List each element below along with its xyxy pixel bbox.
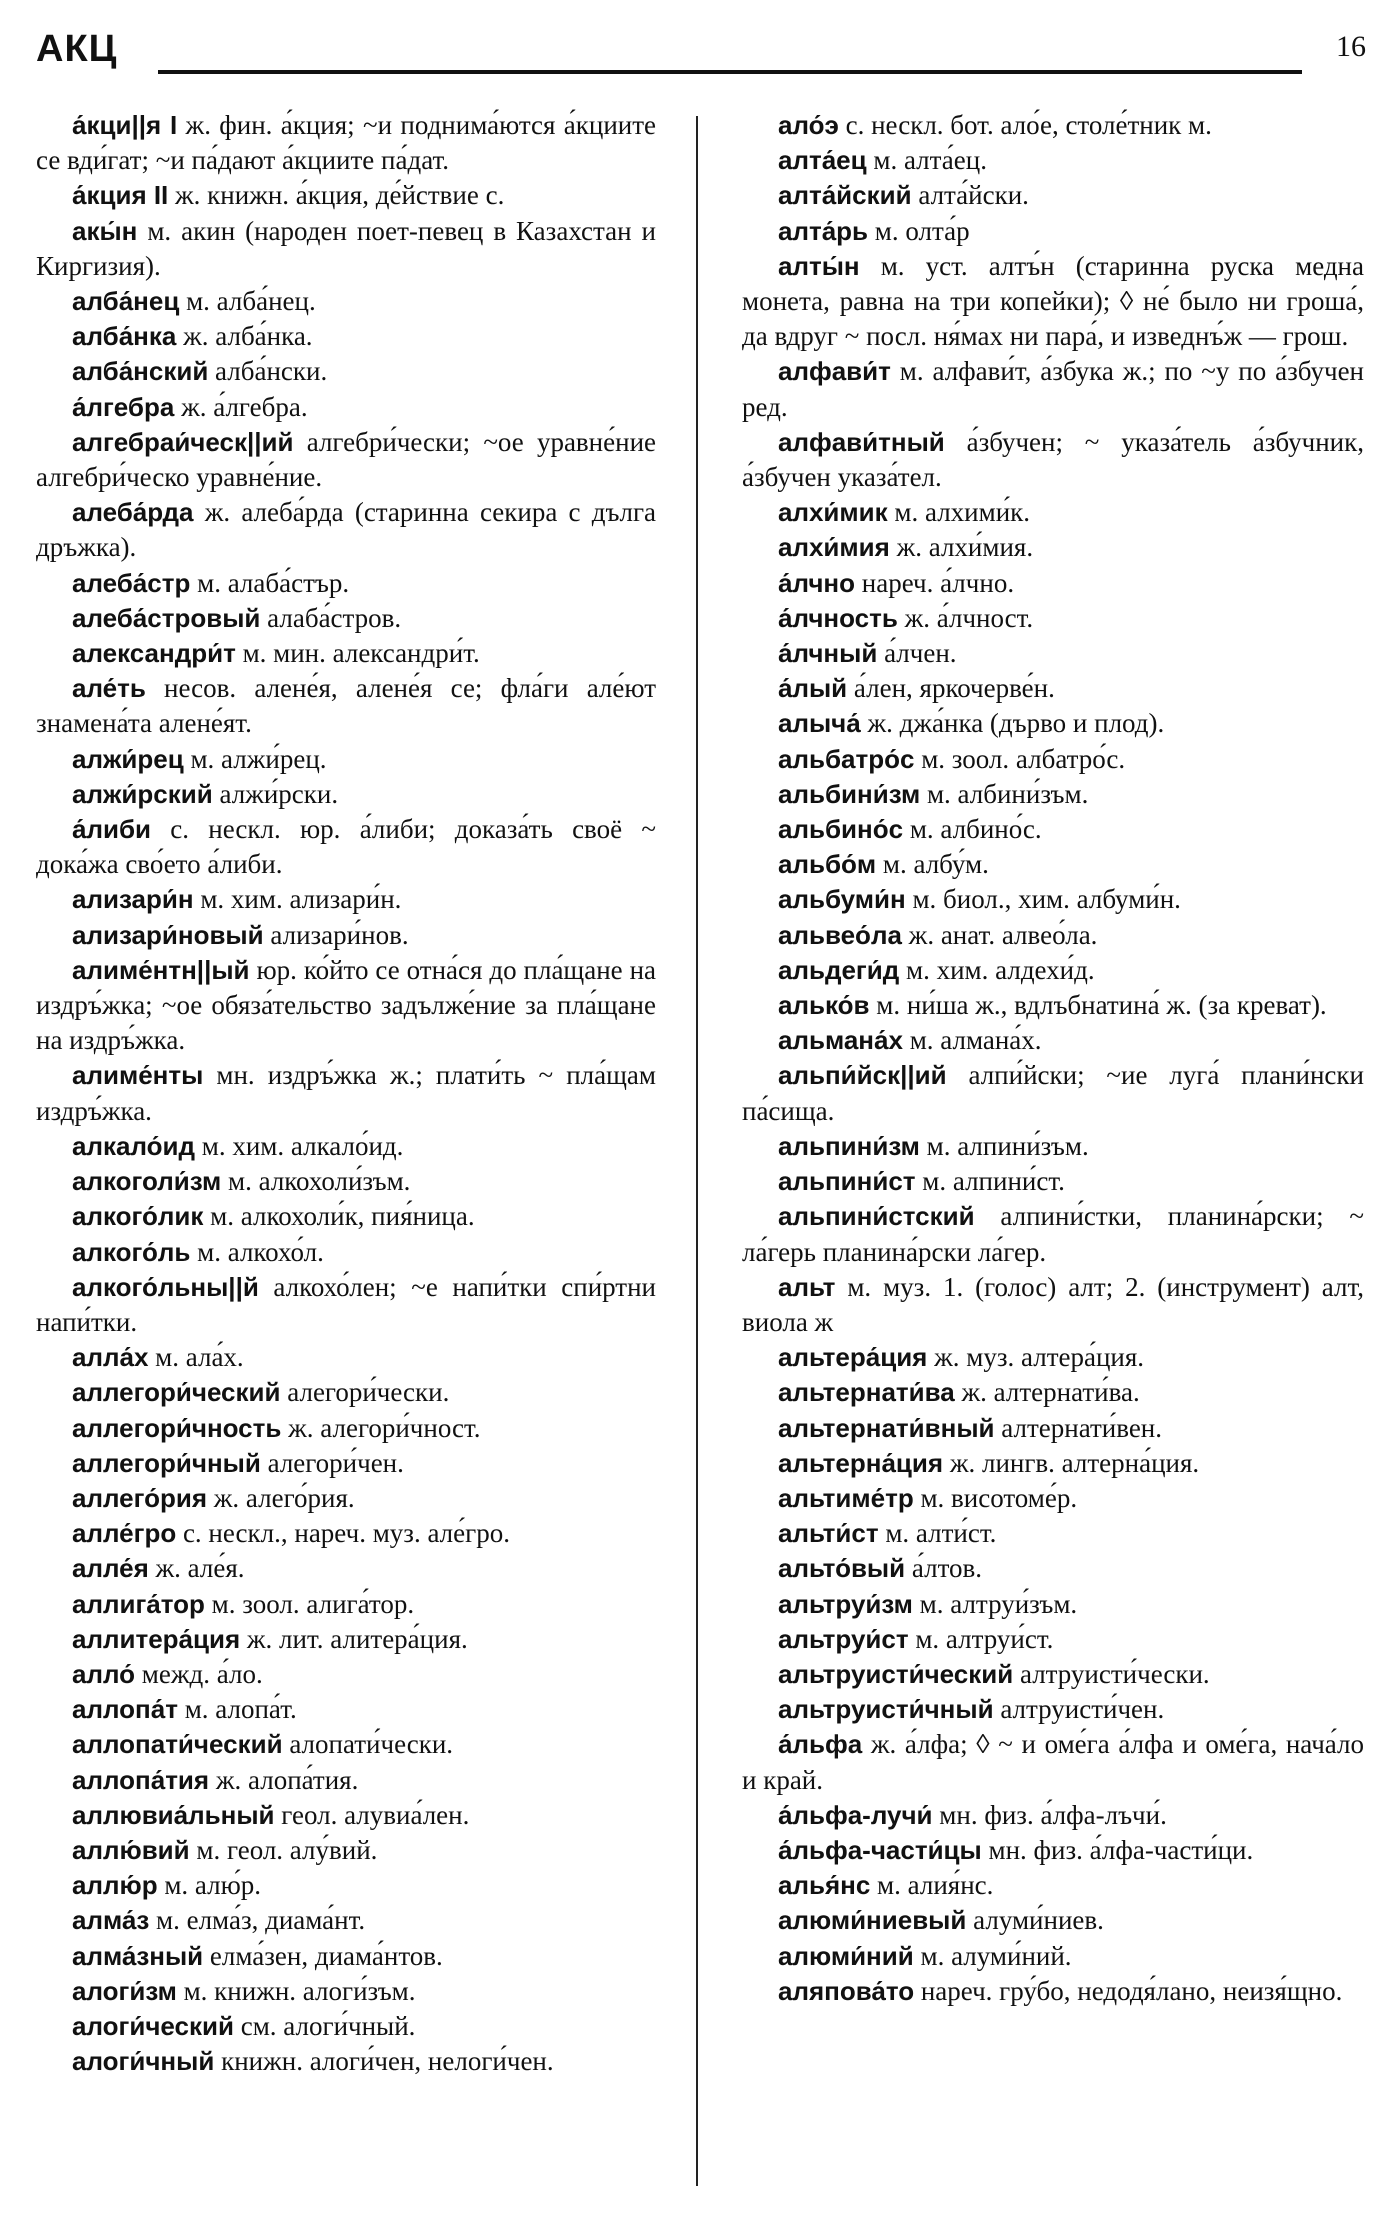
entry-definition: нареч. гру́бо, недодя́лано, неизя́щно. bbox=[914, 1975, 1343, 2006]
entry-headword: алкого́лик bbox=[72, 1201, 204, 1232]
dictionary-entry bbox=[742, 706, 1364, 741]
entry-headword: алгебраи́ческ||ий bbox=[72, 426, 294, 457]
entry-definition: м. алжи́рец. bbox=[183, 743, 327, 774]
entry-headword: альтруи́ст bbox=[778, 1623, 909, 1654]
dictionary-entry bbox=[742, 1903, 1364, 1938]
entry-definition: ж. алба́нка. bbox=[176, 321, 313, 352]
header-rule bbox=[158, 70, 1302, 74]
dictionary-entry bbox=[36, 1868, 656, 1903]
entry-definition: ж. джа́нка (дърво и плод). bbox=[860, 708, 1165, 739]
entry-headword: аляпова́то bbox=[778, 1975, 915, 2006]
entry-definition: алтернати́вен. bbox=[994, 1412, 1162, 1443]
entry-headword: алхи́мик bbox=[778, 497, 888, 528]
dictionary-entry bbox=[742, 143, 1364, 178]
entry-headword: алиме́нтн||ый bbox=[72, 954, 250, 985]
entry-headword: алма́з bbox=[72, 1905, 150, 1936]
entry-definition: мн. физ. а́лфа-части́ци. bbox=[981, 1834, 1254, 1865]
dictionary-entry bbox=[36, 390, 656, 425]
entry-headword: альтруисти́ческий bbox=[778, 1658, 1014, 1689]
entry-definition: м. алпини́ст. bbox=[915, 1166, 1065, 1197]
entry-definition: алпи́йски; ~ие луга́ плани́нски па́сища. bbox=[742, 1060, 1364, 1126]
dictionary-entry bbox=[36, 777, 656, 812]
entry-headword: аллю́р bbox=[72, 1870, 158, 1901]
entry-headword: альтруи́зм bbox=[778, 1588, 913, 1619]
entry-definition: мн. физ. а́лфа-лъчи́. bbox=[932, 1799, 1167, 1830]
left-column bbox=[36, 108, 656, 2079]
entry-headword: а́лчный bbox=[778, 638, 878, 669]
entry-headword: аллего́рия bbox=[72, 1482, 208, 1513]
dictionary-entry bbox=[742, 1199, 1364, 1269]
entry-definition: м. алопа́т. bbox=[177, 1694, 297, 1725]
entry-definition: м. алю́р. bbox=[157, 1870, 262, 1901]
entry-definition: геол. алувиа́лен. bbox=[274, 1799, 470, 1830]
entry-headword: альбино́с bbox=[778, 814, 904, 845]
dictionary-entry bbox=[36, 1903, 656, 1938]
dictionary-entry bbox=[36, 1446, 656, 1481]
entry-headword: алеба́стр bbox=[72, 567, 191, 598]
dictionary-entry bbox=[36, 742, 656, 777]
dictionary-entry bbox=[742, 1058, 1364, 1128]
entry-definition: м. зоол. алига́тор. bbox=[204, 1588, 415, 1619]
entry-headword: аллювиа́льный bbox=[72, 1799, 275, 1830]
dictionary-entry bbox=[742, 1446, 1364, 1481]
dictionary-entry bbox=[36, 1270, 656, 1340]
page-number: 16 bbox=[1336, 30, 1366, 63]
entry-headword: альбуми́н bbox=[778, 884, 906, 915]
entry-definition: м. алмана́х. bbox=[902, 1025, 1042, 1056]
entry-headword: алле́я bbox=[72, 1553, 149, 1584]
entry-headword: алько́в bbox=[778, 990, 870, 1021]
entry-headword: алба́нский bbox=[72, 356, 209, 387]
dictionary-entry bbox=[742, 1657, 1364, 1692]
entry-definition: елма́зен, диама́нтов. bbox=[203, 1940, 443, 1971]
entry-headword: алло́ bbox=[72, 1658, 136, 1689]
entry-definition: ализари́нов. bbox=[263, 919, 409, 950]
dictionary-entry bbox=[742, 953, 1364, 988]
entry-headword: алты́н bbox=[778, 250, 860, 281]
entry-headword: а́лгебра bbox=[72, 391, 175, 422]
entry-headword: альпини́ст bbox=[778, 1166, 916, 1197]
dictionary-entry bbox=[36, 1340, 656, 1375]
entry-definition: м. акин (народен поет-певец в Казахстан и Киргизия). bbox=[36, 215, 656, 281]
entry-headword: алба́нец bbox=[72, 286, 180, 317]
dictionary-entry bbox=[742, 214, 1364, 249]
entry-headword: алхи́мия bbox=[778, 532, 890, 563]
entry-headword: аллитера́ция bbox=[72, 1623, 241, 1654]
entry-headword: альмана́х bbox=[778, 1025, 903, 1056]
entry-definition: м. муз. 1. (голос) алт; 2. (инструмент) алт, виола ж bbox=[742, 1271, 1364, 1337]
entry-definition: м. уст. алтъ́н (старинна руска медна монета, равна на три копейки); ◊ не́ было ни гроша́, да вдруг ~ посл. ня́мах ни пара́, и изведнъ́ж — грош. bbox=[742, 250, 1364, 352]
entry-headword: алкоголи́зм bbox=[72, 1166, 222, 1197]
entry-headword: алта́йский bbox=[778, 180, 912, 211]
dictionary-entry bbox=[742, 178, 1364, 213]
dictionary-entry bbox=[742, 1622, 1364, 1657]
entry-headword: алла́х bbox=[72, 1342, 149, 1373]
dictionary-entry bbox=[36, 178, 656, 213]
entry-definition: с. нескл. бот. ало́е, столе́тник м. bbox=[838, 110, 1212, 140]
entry-headword: алья́нс bbox=[778, 1870, 871, 1901]
entry-definition: юр. ко́йто се отна́ся до пла́щане на издръ́жка; ~ое обяза́тельство задълже́ние за пла́щане на издръ́жка. bbox=[36, 954, 656, 1056]
entry-headword: алжи́рский bbox=[72, 778, 213, 809]
entry-definition: алгебри́чески; ~ое уравне́ние алгебри́ческо уравне́ние. bbox=[36, 426, 656, 493]
dictionary-entry bbox=[742, 1516, 1364, 1551]
entry-definition: м. алба́нец. bbox=[179, 286, 316, 317]
entry-definition: ж. але́я. bbox=[148, 1553, 245, 1584]
entry-definition: м. алта́ец. bbox=[866, 145, 987, 176]
dictionary-entry bbox=[742, 1551, 1364, 1586]
entry-definition: м. хим. алкало́ид. bbox=[195, 1130, 404, 1161]
dictionary-entry bbox=[36, 953, 656, 1059]
entry-headword: альбо́м bbox=[778, 849, 877, 880]
entry-headword: алоги́ческий bbox=[72, 2010, 234, 2041]
entry-definition: с. нескл. юр. а́либи; доказа́ть своё ~ дока́жа сво́ето а́либи. bbox=[36, 814, 656, 880]
dictionary-entry bbox=[742, 1727, 1364, 1797]
entry-definition: м. алкохоли́зъм. bbox=[221, 1166, 411, 1197]
entry-definition: ж. лингв. алтерна́ция. bbox=[943, 1447, 1200, 1478]
dictionary-entry bbox=[742, 425, 1364, 495]
entry-definition: м. алтруи́зъм. bbox=[912, 1588, 1078, 1619]
entry-definition: м. албу́м. bbox=[876, 849, 989, 880]
entry-headword: альтруисти́чный bbox=[778, 1694, 994, 1725]
dictionary-entry bbox=[36, 495, 656, 565]
entry-definition: алегори́чески. bbox=[280, 1377, 450, 1408]
entry-definition: ж. муз. алтера́ция. bbox=[927, 1342, 1145, 1373]
entry-definition: м. алаба́стър. bbox=[190, 567, 350, 598]
dictionary-entry bbox=[36, 1516, 656, 1551]
entry-definition: а́збучен; ~ указа́тель а́збучник, а́збучен указа́тел. bbox=[742, 426, 1364, 493]
entry-headword: а́льфа bbox=[778, 1729, 863, 1760]
entry-definition: межд. а́ло. bbox=[135, 1658, 263, 1689]
entry-headword: алкало́ид bbox=[72, 1130, 195, 1161]
entry-definition: м. алия́нс. bbox=[870, 1870, 994, 1901]
entry-headword: а́лый bbox=[778, 673, 848, 704]
dictionary-entry bbox=[36, 636, 656, 671]
dictionary-entry bbox=[36, 1763, 656, 1798]
dictionary-entry bbox=[36, 2044, 656, 2079]
entry-definition: м. албини́зъм. bbox=[920, 778, 1089, 809]
dictionary-entry bbox=[36, 1833, 656, 1868]
entry-definition: м. геол. алу́вий. bbox=[189, 1834, 378, 1865]
entry-definition: м. олта́р bbox=[868, 215, 970, 246]
dictionary-entry bbox=[36, 354, 656, 389]
entry-definition: м. алкохоли́к, пия́ница. bbox=[203, 1201, 475, 1232]
entry-headword: аллопати́ческий bbox=[72, 1729, 283, 1760]
entry-definition: алуми́ниев. bbox=[966, 1905, 1104, 1936]
dictionary-entry bbox=[742, 742, 1364, 777]
dictionary-entry bbox=[742, 1129, 1364, 1164]
entry-headword: альбатро́с bbox=[778, 743, 915, 774]
entry-definition: а́лен, яркочерве́н. bbox=[847, 673, 1055, 704]
entry-definition: алтруисти́чески. bbox=[1013, 1658, 1210, 1689]
dictionary-entry bbox=[742, 918, 1364, 953]
dictionary-entry bbox=[742, 1868, 1364, 1903]
running-headword: АКЦ bbox=[36, 28, 118, 70]
dictionary-entry bbox=[36, 1058, 656, 1128]
entry-definition: м. алтруи́ст. bbox=[908, 1623, 1054, 1654]
entry-definition: ж. алеба́рда (старинна секира с дълга дръжка). bbox=[36, 497, 656, 563]
entry-definition: алба́нски. bbox=[208, 356, 328, 387]
entry-definition: ж. алтернати́ва. bbox=[954, 1377, 1140, 1408]
dictionary-entry bbox=[36, 1692, 656, 1727]
entry-headword: алма́зный bbox=[72, 1940, 204, 1971]
dictionary-entry bbox=[742, 1974, 1364, 2009]
entry-headword: алта́рь bbox=[778, 215, 869, 246]
dictionary-entry bbox=[742, 108, 1364, 143]
dictionary-entry bbox=[36, 1235, 656, 1270]
dictionary-entry bbox=[36, 425, 656, 495]
entry-definition: книжн. алоги́чен, нелоги́чен. bbox=[214, 2046, 554, 2077]
entry-definition: ж. алегори́чност. bbox=[281, 1412, 481, 1443]
entry-definition: м. хим. алдехи́д. bbox=[899, 954, 1095, 985]
entry-headword: альпи́йск||ий bbox=[778, 1060, 947, 1091]
right-column bbox=[742, 108, 1364, 2009]
entry-headword: альпини́зм bbox=[778, 1130, 920, 1161]
entry-definition: а́лчен. bbox=[877, 638, 957, 669]
entry-definition: ж. алхи́мия. bbox=[889, 532, 1034, 563]
entry-headword: алфави́тный bbox=[778, 426, 945, 457]
entry-definition: м. висотоме́р. bbox=[913, 1482, 1078, 1513]
dictionary-entry bbox=[36, 1974, 656, 2009]
entry-definition: несов. алене́я, алене́я се; фла́ги але́ют знамена́та алене́ят. bbox=[36, 673, 656, 739]
entry-headword: альт bbox=[778, 1271, 836, 1302]
dictionary-entry bbox=[742, 566, 1364, 601]
dictionary-entry bbox=[36, 671, 656, 741]
entry-headword: а́кци||я I bbox=[72, 110, 178, 140]
entry-definition: м. алпини́зъм. bbox=[919, 1130, 1089, 1161]
dictionary-entry bbox=[36, 1551, 656, 1586]
page-header bbox=[36, 28, 1366, 76]
dictionary-entry bbox=[36, 1375, 656, 1410]
entry-headword: альтиме́тр bbox=[778, 1482, 914, 1513]
entry-headword: аллопа́т bbox=[72, 1694, 178, 1725]
dictionary-entry bbox=[36, 1727, 656, 1762]
entry-headword: алфави́т bbox=[778, 356, 891, 387]
entry-definition: м. алти́ст. bbox=[878, 1518, 997, 1549]
dictionary-entry bbox=[742, 1481, 1364, 1516]
entry-headword: алыча́ bbox=[778, 708, 861, 739]
entry-definition: м. хим. ализари́н. bbox=[193, 884, 402, 915]
entry-headword: ализари́н bbox=[72, 884, 194, 915]
entry-headword: аллю́вий bbox=[72, 1834, 190, 1865]
dictionary-entry bbox=[742, 636, 1364, 671]
entry-headword: алоги́зм bbox=[72, 1975, 177, 2006]
dictionary-entry bbox=[742, 812, 1364, 847]
dictionary-entry bbox=[742, 495, 1364, 530]
entry-headword: аллегори́чный bbox=[72, 1447, 261, 1478]
entry-definition: ж. фин. а́кция; ~и поднима́ются а́кциите се вди́гат; ~и па́дают а́кциите па́дат. bbox=[36, 110, 657, 176]
entry-headword: а́кция II bbox=[72, 180, 169, 211]
entry-definition: ж. а́лгебра. bbox=[174, 391, 308, 422]
dictionary-entry bbox=[742, 530, 1364, 565]
entry-headword: альти́ст bbox=[778, 1518, 879, 1549]
entry-definition: алта́йски. bbox=[911, 180, 1029, 211]
dictionary-entry bbox=[742, 1023, 1364, 1058]
dictionary-entry bbox=[742, 988, 1364, 1023]
entry-definition: м. алкохо́л. bbox=[190, 1236, 324, 1267]
dictionary-entry bbox=[36, 1657, 656, 1692]
entry-definition: м. елма́з, диама́нт. bbox=[149, 1905, 366, 1936]
entry-definition: м. албино́с. bbox=[903, 814, 1042, 845]
entry-headword: альтерна́ция bbox=[778, 1447, 944, 1478]
dictionary-entry bbox=[36, 1481, 656, 1516]
entry-definition: алегори́чен. bbox=[260, 1447, 404, 1478]
dictionary-entry bbox=[36, 1129, 656, 1164]
dictionary-entry bbox=[742, 847, 1364, 882]
dictionary-entry bbox=[742, 1375, 1364, 1410]
dictionary-entry bbox=[742, 249, 1364, 355]
entry-headword: альто́вый bbox=[778, 1553, 906, 1584]
entry-headword: акы́н bbox=[72, 215, 138, 246]
dictionary-entry bbox=[36, 1798, 656, 1833]
dictionary-entry bbox=[36, 882, 656, 917]
entry-headword: ализари́новый bbox=[72, 919, 264, 950]
dictionary-entry bbox=[36, 319, 656, 354]
entry-definition: м. алхими́к. bbox=[887, 497, 1031, 528]
entry-headword: алта́ец bbox=[778, 145, 867, 176]
entry-headword: алкого́ль bbox=[72, 1236, 191, 1267]
entry-headword: а́льфа-лучи́ bbox=[778, 1799, 933, 1830]
dictionary-entry bbox=[36, 1411, 656, 1446]
entry-definition: см. алоги́чный. bbox=[233, 2010, 416, 2041]
entry-definition: алжи́рски. bbox=[212, 778, 339, 809]
dictionary-entry bbox=[742, 1833, 1364, 1868]
dictionary-entry bbox=[742, 601, 1364, 636]
dictionary-entry bbox=[742, 354, 1364, 424]
dictionary-entry bbox=[36, 1939, 656, 1974]
entry-headword: але́ть bbox=[72, 673, 146, 704]
entry-headword: алюми́ниевый bbox=[778, 1905, 967, 1936]
entry-headword: алиме́нты bbox=[72, 1060, 204, 1091]
entry-headword: а́лчно bbox=[778, 567, 856, 598]
entry-headword: алба́нка bbox=[72, 321, 177, 352]
dictionary-entry bbox=[36, 2009, 656, 2044]
dictionary-entry bbox=[36, 1199, 656, 1234]
entry-definition: м. ни́ша ж., вдлъбнатина́ ж. (за креват). bbox=[869, 990, 1327, 1021]
dictionary-entry bbox=[36, 1587, 656, 1622]
entry-headword: александри́т bbox=[72, 638, 236, 669]
entry-headword: а́льфа-части́цы bbox=[778, 1834, 982, 1865]
entry-headword: алеба́рда bbox=[72, 497, 194, 528]
entry-headword: а́либи bbox=[72, 814, 152, 845]
entry-headword: альтернати́ва bbox=[778, 1377, 955, 1408]
entry-definition: м. алуми́ний. bbox=[913, 1940, 1072, 1971]
entry-definition: алтруисти́чен. bbox=[993, 1694, 1165, 1725]
dictionary-entry bbox=[36, 601, 656, 636]
entry-definition: м. ала́х. bbox=[148, 1342, 244, 1373]
dictionary-entry bbox=[742, 1692, 1364, 1727]
dictionary-entry bbox=[36, 214, 656, 284]
entry-headword: алеба́стровый bbox=[72, 602, 261, 633]
dictionary-entry bbox=[742, 1270, 1364, 1340]
entry-definition: ж. лит. алитера́ция. bbox=[240, 1623, 468, 1654]
entry-definition: мн. издръ́жка ж.; плати́ть ~ пла́щам издръ́жка. bbox=[36, 1060, 656, 1126]
entry-headword: алюми́ний bbox=[778, 1940, 914, 1971]
entry-definition: ж. а́лфа; ◊ ~ и оме́га а́лфа и оме́га, нача́ло и край. bbox=[742, 1729, 1364, 1795]
dictionary-entry bbox=[742, 882, 1364, 917]
dictionary-entry bbox=[742, 1340, 1364, 1375]
entry-definition: алопати́чески. bbox=[282, 1729, 454, 1760]
dictionary-entry bbox=[742, 1411, 1364, 1446]
dictionary-entry bbox=[742, 671, 1364, 706]
entry-definition: ж. книжн. а́кция, де́йствие с. bbox=[168, 180, 505, 211]
dictionary-entry bbox=[36, 812, 656, 882]
entry-headword: альпини́стский bbox=[778, 1201, 975, 1232]
entry-headword: аллопа́тия bbox=[72, 1764, 210, 1795]
dictionary-entry bbox=[742, 1164, 1364, 1199]
entry-definition: м. книжн. алоги́зъм. bbox=[176, 1975, 416, 2006]
entry-headword: альтера́ция bbox=[778, 1342, 928, 1373]
entry-headword: аллегори́ческий bbox=[72, 1377, 281, 1408]
dictionary-entry bbox=[742, 1798, 1364, 1833]
entry-definition: алкохо́лен; ~е напи́тки спи́ртни напи́тки. bbox=[36, 1271, 656, 1337]
entry-headword: аллегори́чность bbox=[72, 1412, 282, 1443]
entry-definition: а́лтов. bbox=[905, 1553, 983, 1584]
entry-headword: альвео́ла bbox=[778, 919, 902, 950]
entry-headword: алкого́льны||й bbox=[72, 1271, 259, 1302]
dictionary-entry bbox=[742, 1587, 1364, 1622]
entry-headword: алоги́чный bbox=[72, 2046, 215, 2077]
entry-definition: м. биол., хим. албуми́н. bbox=[905, 884, 1181, 915]
entry-definition: м. зоол. албатро́с. bbox=[914, 743, 1126, 774]
dictionary-entry bbox=[36, 566, 656, 601]
dictionary-entry bbox=[36, 1164, 656, 1199]
entry-headword: альдеги́д bbox=[778, 954, 900, 985]
dictionary-entry bbox=[742, 1939, 1364, 1974]
entry-headword: ало́э bbox=[778, 110, 839, 140]
dictionary-entry bbox=[36, 108, 656, 178]
entry-definition: алаба́стров. bbox=[260, 602, 402, 633]
entry-headword: алжи́рец bbox=[72, 743, 184, 774]
entry-headword: алле́гро bbox=[72, 1518, 177, 1549]
dictionary-entry bbox=[36, 1622, 656, 1657]
entry-headword: аллига́тор bbox=[72, 1588, 205, 1619]
entry-headword: а́лчность bbox=[778, 602, 898, 633]
entry-definition: м. мин. александри́т. bbox=[235, 638, 480, 669]
dictionary-entry bbox=[36, 918, 656, 953]
entry-headword: альтернати́вный bbox=[778, 1412, 995, 1443]
entry-definition: м. алфави́т, а́збука ж.; по ~у по а́збучен ред. bbox=[742, 356, 1364, 422]
dictionary-entry bbox=[742, 777, 1364, 812]
column-divider bbox=[696, 116, 698, 2186]
entry-definition: ж. анат. алвео́ла. bbox=[901, 919, 1098, 950]
entry-definition: с. нескл., нареч. муз. але́гро. bbox=[176, 1518, 510, 1549]
entry-definition: нареч. а́лчно. bbox=[855, 567, 1015, 598]
entry-definition: ж. алего́рия. bbox=[207, 1482, 355, 1513]
entry-definition: ж. а́лчност. bbox=[897, 602, 1034, 633]
entry-headword: альбини́зм bbox=[778, 778, 921, 809]
entry-definition: ж. алопа́тия. bbox=[209, 1764, 359, 1795]
entry-definition: алпини́стки, планина́рски; ~ ла́герь планина́рски ла́гер. bbox=[742, 1201, 1364, 1267]
dictionary-entry bbox=[36, 284, 656, 319]
